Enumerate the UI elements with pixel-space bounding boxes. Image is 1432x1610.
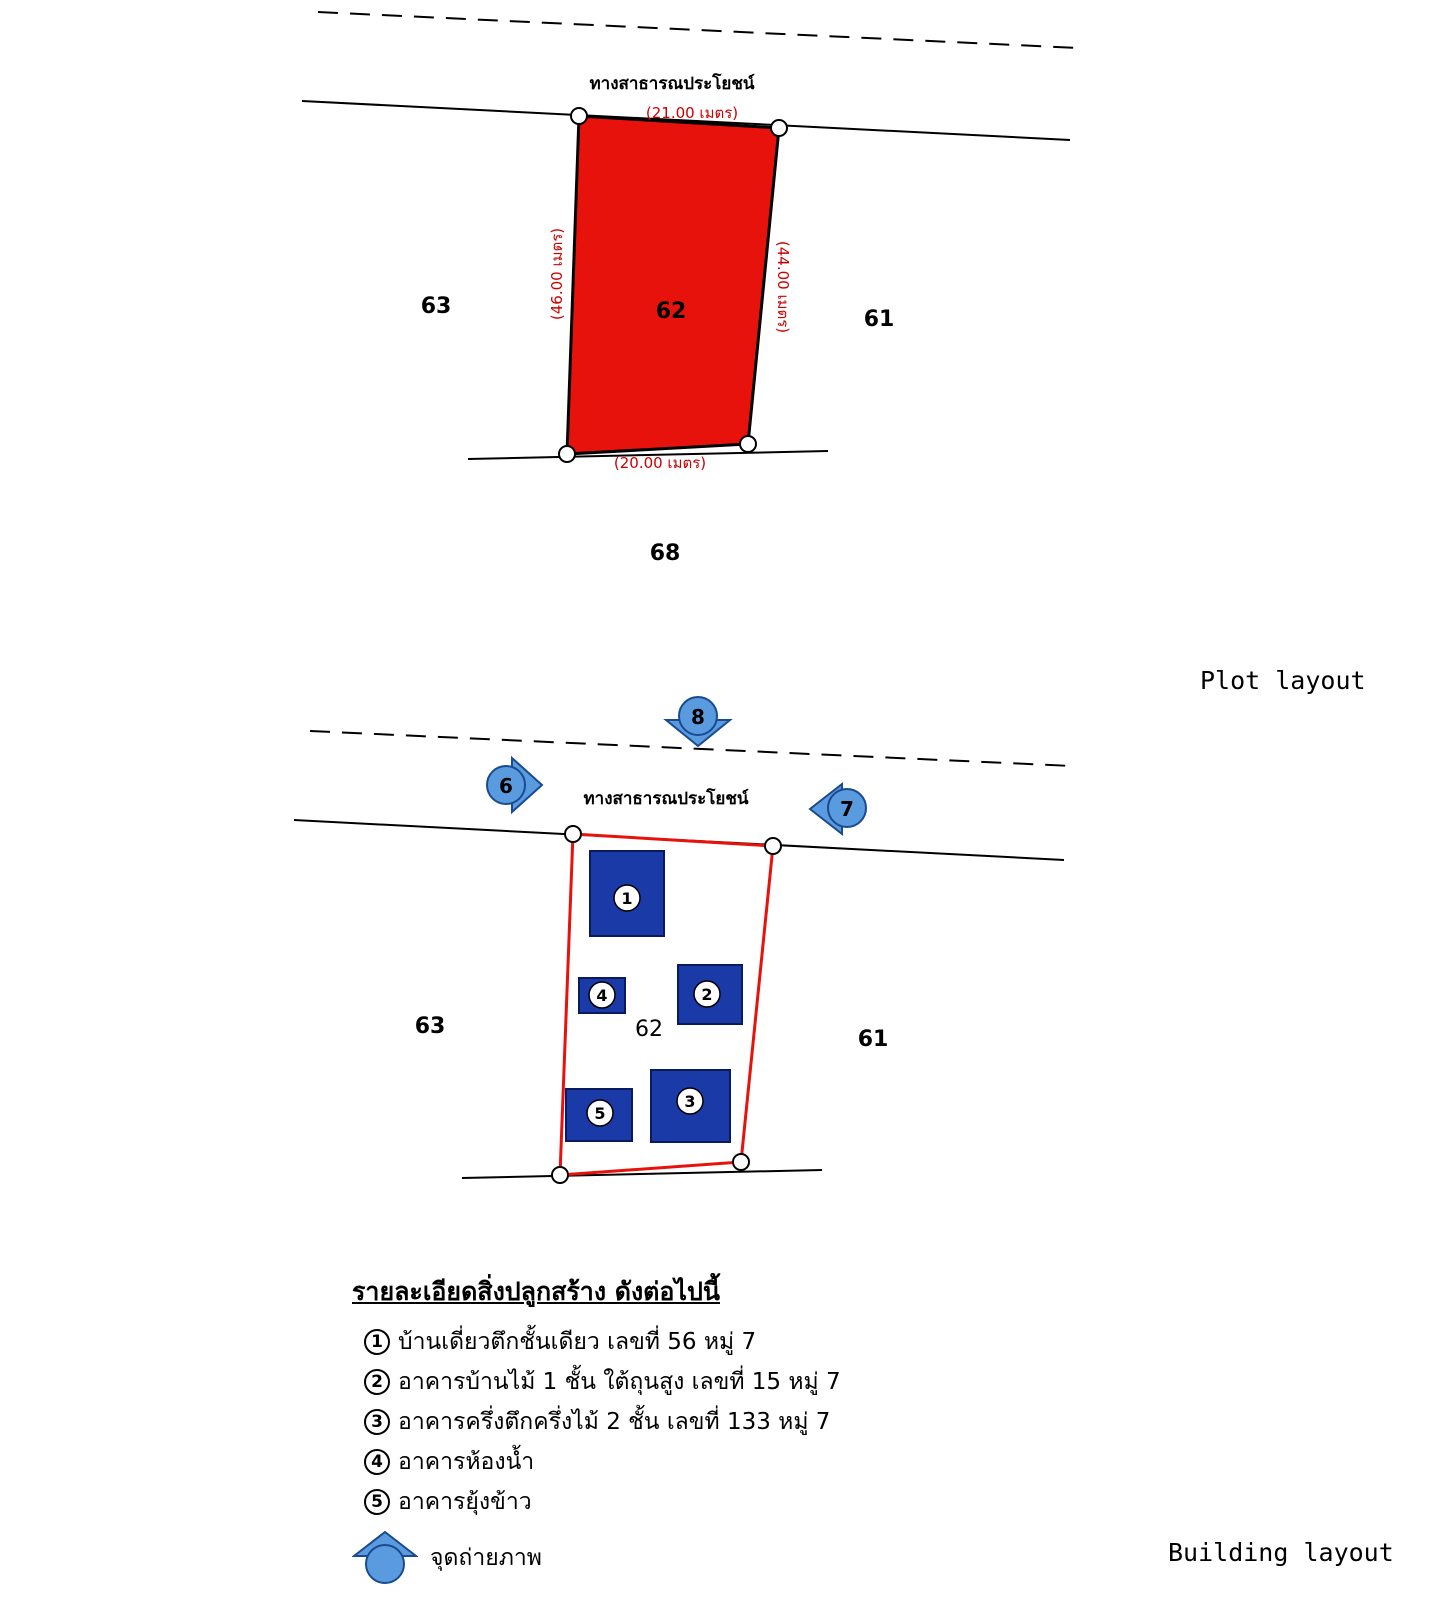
parcel-number-bottom: 62 (635, 1017, 663, 1042)
photo-point-6-icon (487, 758, 542, 812)
photo-point-icon (352, 1530, 418, 1586)
photo-point-8-icon (666, 697, 730, 746)
svg-text:4: 4 (596, 986, 608, 1005)
svg-text:6: 6 (499, 774, 513, 798)
boundary-marker (771, 120, 787, 136)
svg-text:3: 3 (684, 1092, 696, 1111)
svg-text:7: 7 (840, 797, 854, 821)
photo-point-legend (352, 1530, 542, 1586)
legend-number-icon: 4 (364, 1449, 390, 1475)
legend-text: อาคารห้องน้ำ (398, 1449, 535, 1475)
right-dimension-label: (44.00 เมตร) (774, 240, 792, 334)
building-5 (566, 1089, 632, 1141)
boundary-marker (565, 826, 581, 842)
svg-text:5: 5 (594, 1104, 606, 1123)
boundary-marker (559, 446, 575, 462)
legend-item (364, 1362, 841, 1402)
top-dimension-label: (21.00 เมตร) (645, 104, 739, 122)
legend-item (364, 1442, 841, 1482)
boundary-marker (571, 108, 587, 124)
building-2 (678, 965, 742, 1024)
legend-text: อาคารครึ่งตึกครึ่งไม้ 2 ชั้น เลขที่ 133 หมู่ 7 (398, 1409, 831, 1435)
legend-title: รายละเอียดสิ่งปลูกสร้าง ดังต่อไปนี้ (352, 1277, 720, 1306)
plot-62-parcel (567, 116, 779, 454)
neighbor-parcel-bottom: 68 (649, 541, 681, 566)
svg-text:8: 8 (691, 705, 705, 729)
legend-item (364, 1322, 841, 1362)
neighbor-parcel-left-bottom: 63 (414, 1014, 446, 1039)
legend-item (364, 1482, 841, 1522)
boundary-marker (740, 436, 756, 452)
rear-boundary-line-bottom (462, 1170, 822, 1178)
photo-point-label: จุดถ่ายภาพ (430, 1545, 542, 1571)
legend-text: อาคารบ้านไม้ 1 ชั้น ใต้ถุนสูง เลขที่ 15 หมู่ 7 (398, 1369, 841, 1395)
left-dimension-label: (46.00 เมตร) (548, 227, 566, 321)
building-1 (590, 851, 664, 936)
neighbor-parcel-right: 61 (863, 307, 895, 332)
photo-point-7-icon (810, 784, 866, 834)
neighbor-parcel-left: 63 (420, 294, 452, 319)
neighbor-parcel-right-bottom: 61 (857, 1027, 889, 1052)
building-4 (579, 978, 625, 1013)
svg-text:1: 1 (621, 889, 633, 908)
building-layout-caption: Building layout (1168, 1538, 1394, 1567)
boundary-marker (733, 1154, 749, 1170)
svg-text:2: 2 (701, 985, 713, 1004)
legend-number-icon: 1 (364, 1329, 390, 1355)
legend-item (364, 1402, 841, 1442)
road-label-top: ทางสาธารณประโยชน์ (589, 74, 755, 94)
parcel-number: 62 (655, 299, 687, 324)
building-3 (651, 1070, 730, 1142)
plot-layout-caption: Plot layout (1200, 666, 1366, 695)
boundary-marker (765, 838, 781, 854)
legend-text: บ้านเดี่ยวตึกชั้นเดียว เลขที่ 56 หมู่ 7 (398, 1329, 757, 1355)
road-edge-dashed-top (318, 12, 1078, 48)
bottom-dimension-label: (20.00 เมตร) (613, 454, 707, 472)
building-legend (352, 1272, 841, 1522)
road-label-bottom: ทางสาธารณประโยชน์ (583, 789, 749, 809)
legend-number-icon: 5 (364, 1489, 390, 1515)
boundary-marker (552, 1167, 568, 1183)
legend-text: อาคารยุ้งข้าว (398, 1489, 532, 1515)
legend-number-icon: 3 (364, 1409, 390, 1435)
legend-number-icon: 2 (364, 1369, 390, 1395)
